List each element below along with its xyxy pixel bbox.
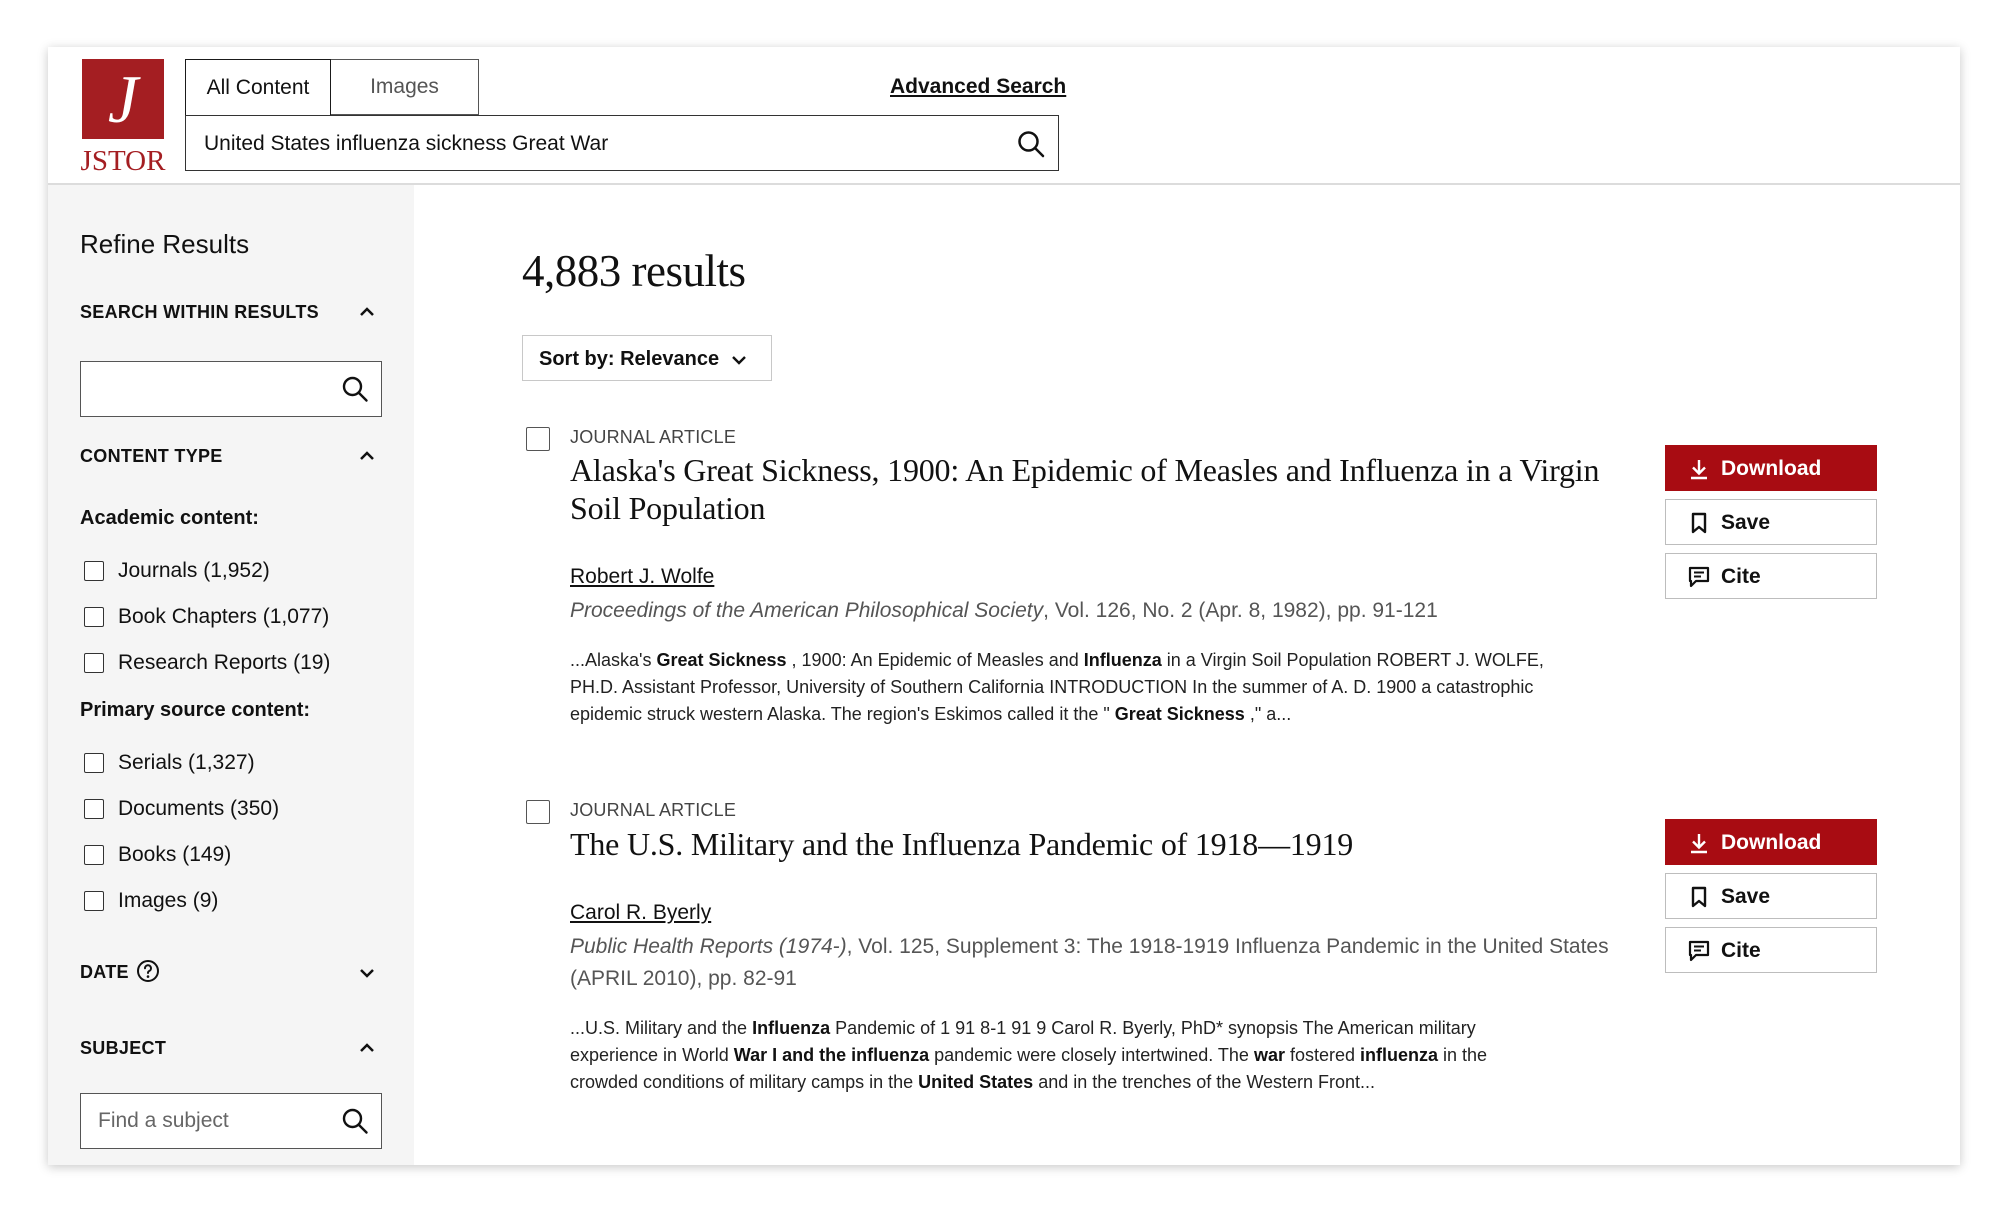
filter-label: Images (9) [118, 889, 219, 912]
subject-placeholder: Find a subject [98, 1109, 229, 1132]
brand-name: JSTOR [80, 145, 166, 177]
download-button[interactable] [1665, 819, 1877, 865]
chevron-up-icon[interactable] [358, 303, 376, 321]
header [48, 47, 1960, 185]
search-input[interactable] [185, 115, 1059, 171]
result-title[interactable]: The U.S. Military and the Influenza Pandemic of 1918—1919 [570, 826, 1354, 862]
primary-source-label: Primary source content: [80, 699, 311, 721]
snippet-text: , 1900: An Epidemic of Measles and [786, 650, 1084, 670]
snippet-highlight: United States [918, 1072, 1034, 1092]
advanced-search-link[interactable]: Advanced Search [890, 75, 1067, 98]
search-within-input[interactable] [80, 361, 382, 417]
search-icon[interactable] [1016, 129, 1046, 159]
download-label: Download [1721, 831, 1822, 854]
snippet-text: and in the trenches of the Western Front... [1033, 1072, 1376, 1092]
chevron-up-icon[interactable] [358, 447, 376, 465]
result-snippet [570, 1015, 1550, 1096]
filter-label: Serials (1,327) [118, 751, 255, 774]
checkbox[interactable] [84, 891, 104, 911]
bookmark-icon [1688, 886, 1710, 908]
result-publication [570, 931, 1610, 995]
download-icon [1688, 458, 1710, 480]
snippet-highlight: War I and the influenza [733, 1045, 930, 1065]
jstor-logo-mark: J [82, 59, 164, 139]
checkbox[interactable] [84, 753, 104, 773]
filter-journals[interactable] [84, 557, 270, 585]
sort-dropdown[interactable] [522, 335, 772, 381]
snippet-highlight: Influenza [1083, 650, 1162, 670]
tab-images[interactable]: Images [331, 59, 479, 115]
result-select-checkbox[interactable] [526, 800, 550, 824]
result-author[interactable]: Robert J. Wolfe [570, 565, 715, 588]
checkbox[interactable] [84, 653, 104, 673]
search-icon[interactable] [341, 1107, 369, 1135]
snippet-text: fostered [1284, 1045, 1361, 1065]
results-count: 4,883 results [522, 246, 746, 296]
snippet-text: in the crowded conditions of military camps in the [570, 1045, 1488, 1092]
help-icon[interactable] [136, 959, 160, 983]
search-within-heading[interactable]: SEARCH WITHIN RESULTS [80, 302, 319, 322]
snippet-highlight: influenza [1360, 1045, 1439, 1065]
chevron-down-icon [731, 352, 747, 368]
cite-label: Cite [1721, 565, 1761, 588]
result-author[interactable]: Carol R. Byerly [570, 901, 712, 924]
snippet-highlight: war [1253, 1045, 1285, 1065]
journal-name[interactable]: Public Health Reports (1974-) [570, 935, 847, 958]
download-label: Download [1721, 457, 1822, 480]
save-button[interactable] [1665, 873, 1877, 919]
filter-images[interactable] [84, 887, 218, 915]
content-type-heading[interactable]: CONTENT TYPE [80, 446, 223, 466]
publication-details: , Vol. 125, Supplement 3: The 1918-1919 Influenza Pandemic in the United States (APRIL 2010), pp. 82-91 [570, 935, 1609, 990]
academic-content-label: Academic content: [80, 507, 259, 529]
snippet-text: ," a... [1244, 704, 1292, 724]
snippet-text: Pandemic of 1 91 8-1 91 9 Carol R. Byerly, PhD* synopsis The American military experience in World [570, 1018, 1476, 1065]
filter-label: Research Reports (19) [118, 651, 331, 674]
chevron-down-icon[interactable] [358, 964, 376, 982]
checkbox[interactable] [84, 845, 104, 865]
result-type: JOURNAL ARTICLE [570, 427, 737, 447]
filter-label: Journals (1,952) [118, 559, 270, 582]
snippet-highlight: Great Sickness [656, 650, 787, 670]
filter-label: Book Chapters (1,077) [118, 605, 330, 628]
result-type: JOURNAL ARTICLE [570, 800, 737, 820]
result-publication [570, 595, 1610, 627]
filter-label: Books (149) [118, 843, 232, 866]
save-label: Save [1721, 885, 1771, 908]
snippet-highlight: Great Sickness [1114, 704, 1245, 724]
search-input-value: United States influenza sickness Great War [204, 132, 609, 155]
filter-serials[interactable] [84, 749, 255, 777]
cite-button[interactable] [1665, 553, 1877, 599]
refine-sidebar [48, 185, 414, 1165]
snippet-text: pandemic were closely intertwined. The [929, 1045, 1254, 1065]
checkbox[interactable] [84, 799, 104, 819]
search-icon[interactable] [341, 375, 369, 403]
download-icon [1688, 832, 1710, 854]
subject-heading[interactable]: SUBJECT [80, 1038, 167, 1058]
filter-book-chapters[interactable] [84, 603, 329, 631]
cite-label: Cite [1721, 939, 1761, 962]
app-window [48, 47, 1960, 1165]
checkbox[interactable] [84, 561, 104, 581]
journal-name[interactable]: Proceedings of the American Philosophical Society [570, 599, 1044, 622]
save-button[interactable] [1665, 499, 1877, 545]
result-snippet [570, 647, 1550, 728]
cite-button[interactable] [1665, 927, 1877, 973]
result-select-checkbox[interactable] [526, 427, 550, 451]
sort-label: Sort by: Relevance [539, 348, 720, 370]
bookmark-icon [1688, 512, 1710, 534]
filter-research-reports[interactable] [84, 649, 330, 677]
filter-books[interactable] [84, 841, 231, 869]
save-label: Save [1721, 511, 1771, 534]
snippet-text: in a Virgin Soil Population ROBERT J. WOLFE, PH.D. Assistant Professor, University of Southern California INTRODUCTION In the summer of A. D. 1900 a catastrophic epidemic struck western Alaska. The region's Eskimos called it the " [570, 650, 1544, 724]
cite-icon [1688, 940, 1710, 962]
cite-icon [1688, 566, 1710, 588]
subject-search-input[interactable] [80, 1093, 382, 1149]
snippet-highlight: Influenza [752, 1018, 831, 1038]
snippet-text: ...U.S. Military and the [570, 1018, 753, 1038]
refine-title: Refine Results [80, 229, 250, 259]
filter-documents[interactable] [84, 795, 279, 823]
tab-all-content[interactable]: All Content [185, 59, 331, 115]
filter-label: Documents (350) [118, 797, 280, 820]
snippet-text: ...Alaska's [570, 650, 657, 670]
checkbox[interactable] [84, 607, 104, 627]
chevron-up-icon[interactable] [358, 1039, 376, 1057]
date-heading[interactable]: DATE [80, 962, 129, 982]
result-title[interactable]: Alaska's Great Sickness, 1900: An Epidemic of Measles and Influenza in a Virgin Soil Population [570, 452, 1600, 526]
download-button[interactable] [1665, 445, 1877, 491]
publication-details: , Vol. 126, No. 2 (Apr. 8, 1982), pp. 91-121 [1043, 599, 1438, 622]
